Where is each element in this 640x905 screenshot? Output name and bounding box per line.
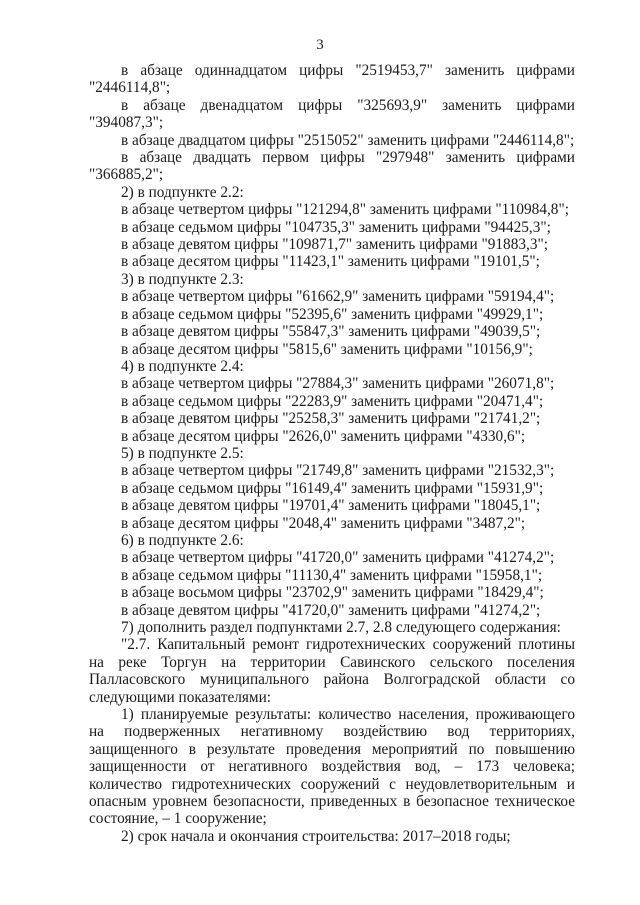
document-body bbox=[89, 62, 575, 845]
paragraph: в абзаце седьмом цифры "22283,9" заменить цифрами "20471,4"; bbox=[121, 392, 544, 410]
paragraph: в абзаце десятом цифры "11423,1" заменить цифрами "19101,5"; bbox=[121, 253, 540, 271]
paragraph: в абзаце одиннадцатом цифры "2519453,7" заменить цифрами "2446114,8"; bbox=[89, 62, 575, 97]
page-number: 3 bbox=[316, 37, 324, 53]
paragraph: в абзаце двенадцатом цифры "325693,9" заменить цифрами "394087,3"; bbox=[89, 96, 575, 132]
paragraph: в абзаце девятом цифры "25258,3" заменить цифрами "21741,2"; bbox=[121, 410, 541, 428]
paragraph: в абзаце четвертом цифры "41720,0" заменить цифрами "41274,2"; bbox=[121, 549, 555, 567]
paragraph: в абзаце восьмом цифры "23702,9" заменить цифрами "18429,4"; bbox=[121, 584, 544, 602]
subitem-heading: 3) в подпункте 2.3: bbox=[121, 270, 244, 288]
list-item: 2) срок начала и окончания строительства: 2017–2018 годы; bbox=[121, 827, 511, 845]
list-item: 1) планируемые результаты: количество населения, проживающего на подверженных негативному воздействию вод территориях, защищенного в результате проведения мероприятий по повышению защищенности от негативного воздействия вод, – 173 человека; количество гидротехнических сооружений с неудовлетворительным и опасным уровнем безопасности, приведенных в безопасное техническое состояние, – 1 сооружение; bbox=[89, 706, 575, 828]
paragraph: в абзаце седьмом цифры "104735,3" заменить цифрами "94425,3"; bbox=[121, 218, 551, 236]
paragraph: в абзаце двадцать первом цифры "297948" заменить цифрами "366885,2"; bbox=[89, 149, 575, 184]
paragraph: в абзаце четвертом цифры "21749,8" заменить цифрами "21532,3"; bbox=[121, 462, 555, 480]
subitem-heading: 2) в подпункте 2.2: bbox=[121, 183, 244, 201]
paragraph: в абзаце седьмом цифры "16149,4" заменить цифрами "15931,9"; bbox=[121, 479, 544, 497]
subitem-heading: 6) в подпункте 2.6: bbox=[121, 531, 244, 549]
subitem-heading: 4) в подпункте 2.4: bbox=[121, 357, 244, 375]
paragraph: в абзаце четвертом цифры "61662,9" заменить цифрами "59194,4"; bbox=[121, 288, 555, 306]
paragraph: в абзаце девятом цифры "41720,0" заменить цифрами "41274,2"; bbox=[121, 601, 541, 619]
paragraph: в абзаце девятом цифры "55847,3" заменить цифрами "49039,5"; bbox=[121, 323, 541, 341]
paragraph: в абзаце девятом цифры "19701,4" заменить цифрами "18045,1"; bbox=[121, 497, 541, 515]
paragraph: в абзаце девятом цифры "109871,7" заменить цифрами "91883,3"; bbox=[121, 236, 548, 254]
paragraph: в абзаце четвертом цифры "121294,8" заменить цифрами "110984,8"; bbox=[121, 201, 569, 219]
paragraph: в абзаце десятом цифры "2626,0" заменить цифрами "4330,6"; bbox=[121, 427, 526, 445]
paragraph: в абзаце десятом цифры "2048,4" заменить цифрами "3487,2"; bbox=[121, 514, 526, 532]
paragraph: в абзаце двадцатом цифры "2515052" заменить цифрами "2446114,8"; bbox=[121, 131, 575, 149]
paragraph: в абзаце десятом цифры "5815,6" заменить цифрами "10156,9"; bbox=[121, 340, 533, 358]
subitem-heading: 5) в подпункте 2.5: bbox=[121, 444, 244, 462]
paragraph: в абзаце четвертом цифры "27884,3" заменить цифрами "26071,8"; bbox=[121, 375, 555, 393]
subitem-heading: 7) дополнить раздел подпунктами 2.7, 2.8 следующего содержания: bbox=[121, 619, 561, 636]
quoted-paragraph: "2.7. Капитальный ремонт гидротехнических сооружений плотины на реке Торгун на территории Савинского сельского поселения Палласовского муниципального района Волгоградской области со следующими показателями: bbox=[89, 636, 575, 706]
paragraph: в абзаце седьмом цифры "52395,6" заменить цифрами "49929,1"; bbox=[121, 305, 544, 323]
paragraph: в абзаце седьмом цифры "11130,4" заменить цифрами "15958,1"; bbox=[121, 566, 543, 584]
